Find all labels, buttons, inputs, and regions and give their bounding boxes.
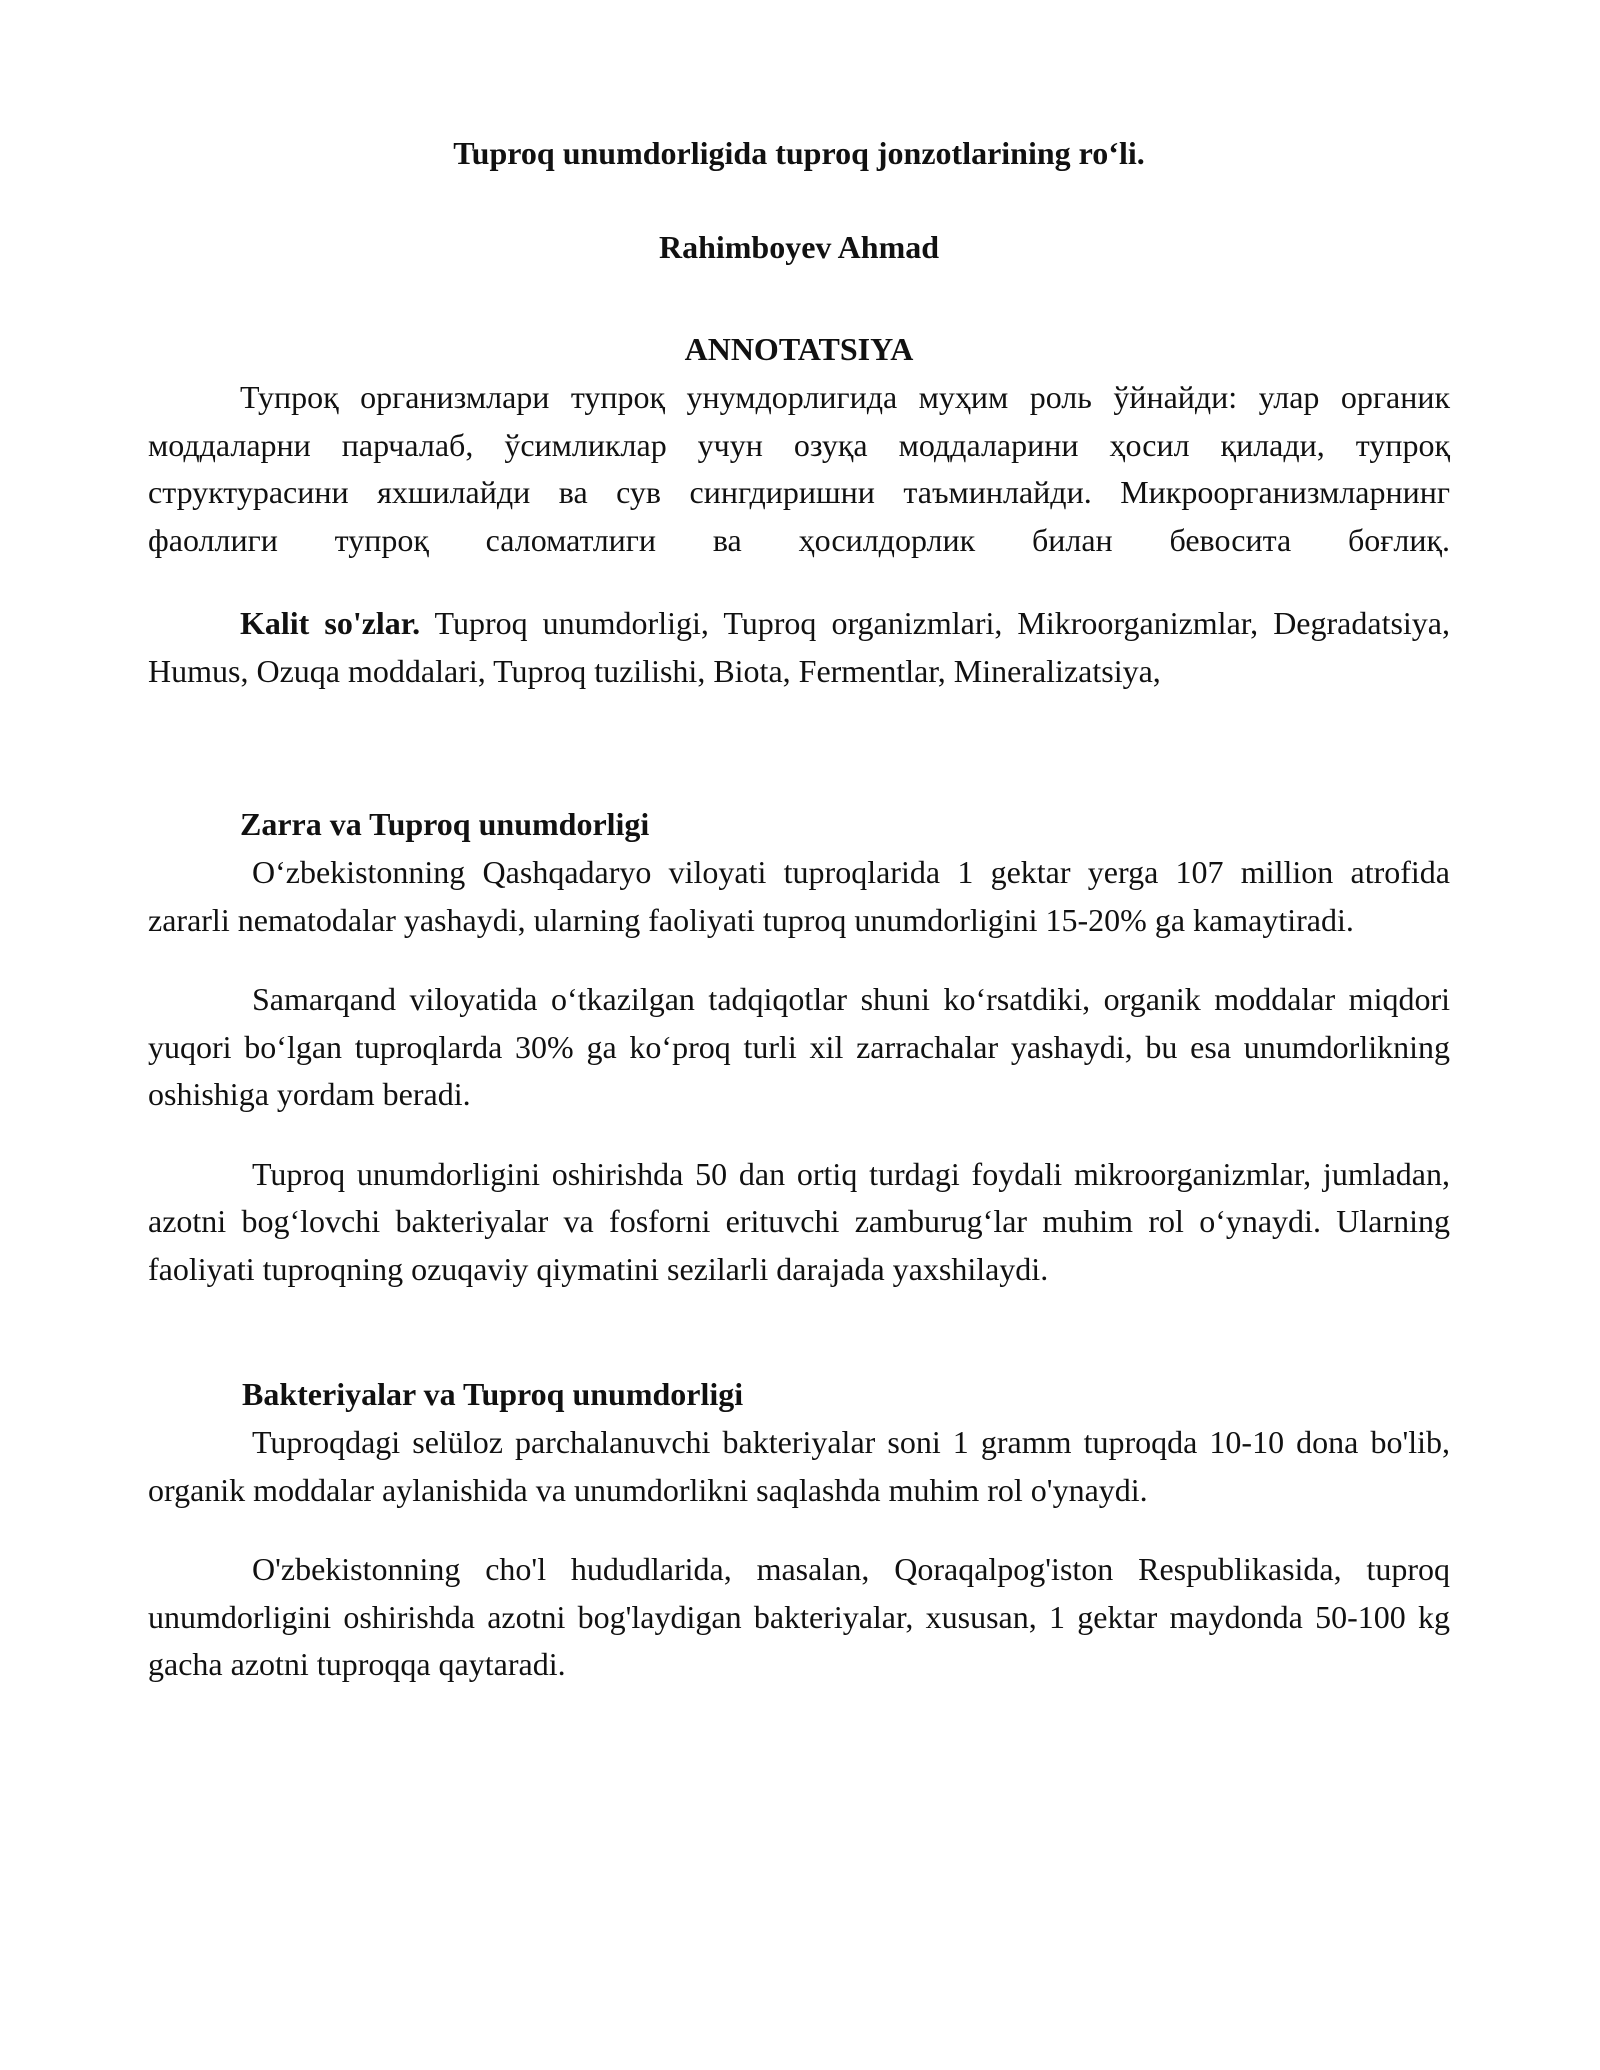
annotation-heading: ANNOTATSIYA	[684, 331, 914, 367]
author-name: Rahimboyev Ahmad	[658, 229, 940, 265]
keywords-paragraph	[148, 600, 1450, 695]
keywords-label: Kalit so'zlar.	[240, 605, 421, 641]
section-heading: Bakteriyalar va Tuproq unumdorligi	[242, 1376, 744, 1412]
document-body	[148, 128, 1450, 1689]
section-paragraph: O'zbekistonning cho'l hududlarida, masalan, Qoraqalpog'iston Respublikasida, tuproq unumdorligini oshirishda azotni bog'laydigan bakteriyalar, xususan, 1 gektar maydonda 50-100 kg gacha azotni tuproqqa qaytaradi.	[148, 1551, 1450, 1682]
section-paragraph: Tuproq unumdorligini oshirishda 50 dan ortiq turdagi foydali mikroorganizmlar, jumladan, azotni bog‘lovchi bakteriyalar va fosforni erituvchi zamburug‘lar muhim rol o‘ynaydi. Ularning faoliyati tuproqning ozuqaviy qiymatini sezilarli darajada yaxshilaydi.	[148, 1155, 1450, 1287]
annotation-paragraph: Тупроқ организмлари тупроқ унумдорлигида муҳим роль ўйнайди: улар органик моддаларни парчалаб, ўсимликлар учун озуқа моддаларини ҳосил қилади, тупроқ структурасини яхшилайди ва сув сингдиришни таъминлайди. Микроорганизмларнинг фаоллиги тупроқ саломатлиги ва ҳосилдорлик билан бевосита боғлиқ.	[148, 379, 1450, 558]
document-title: Tuproq unumdorligida tuproq jonzotlarining ro‘li.	[453, 135, 1145, 171]
section-heading: Zarra va Tuproq unumdorligi	[240, 806, 650, 842]
section-paragraph: O‘zbekistonning Qashqadaryo viloyati tuproqlarida 1 gektar yerga 107 million atrofida zararli nematodalar yashaydi, ularning faoliyati tuproq unumdorligini 15-20% ga kamaytiradi.	[148, 854, 1450, 938]
section-paragraph: Tuproqdagi selüloz parchalanuvchi bakteriyalar soni 1 gramm tuproqda 10-10 dona bo'lib, organik moddalar aylanishida va unumdorlikni saqlashda muhim rol o'ynaydi.	[148, 1424, 1450, 1508]
section-paragraph: Samarqand viloyatida o‘tkazilgan tadqiqotlar shuni ko‘rsatdiki, organik moddalar miqdori yuqori bo‘lgan tuproqlarda 30% ga ko‘proq turli xil zarrachalar yashaydi, bu esa unumdorlikning oshishiga yordam beradi.	[148, 981, 1450, 1112]
keywords-list: Tuproq unumdorligi, Tuproq organizmlari, Mikroorganizmlar, Degradatsiya, Humus, Ozuqa moddalari, Tuproq tuzilishi, Biota, Fermentlar, Mineralizatsiya,	[148, 605, 1451, 689]
